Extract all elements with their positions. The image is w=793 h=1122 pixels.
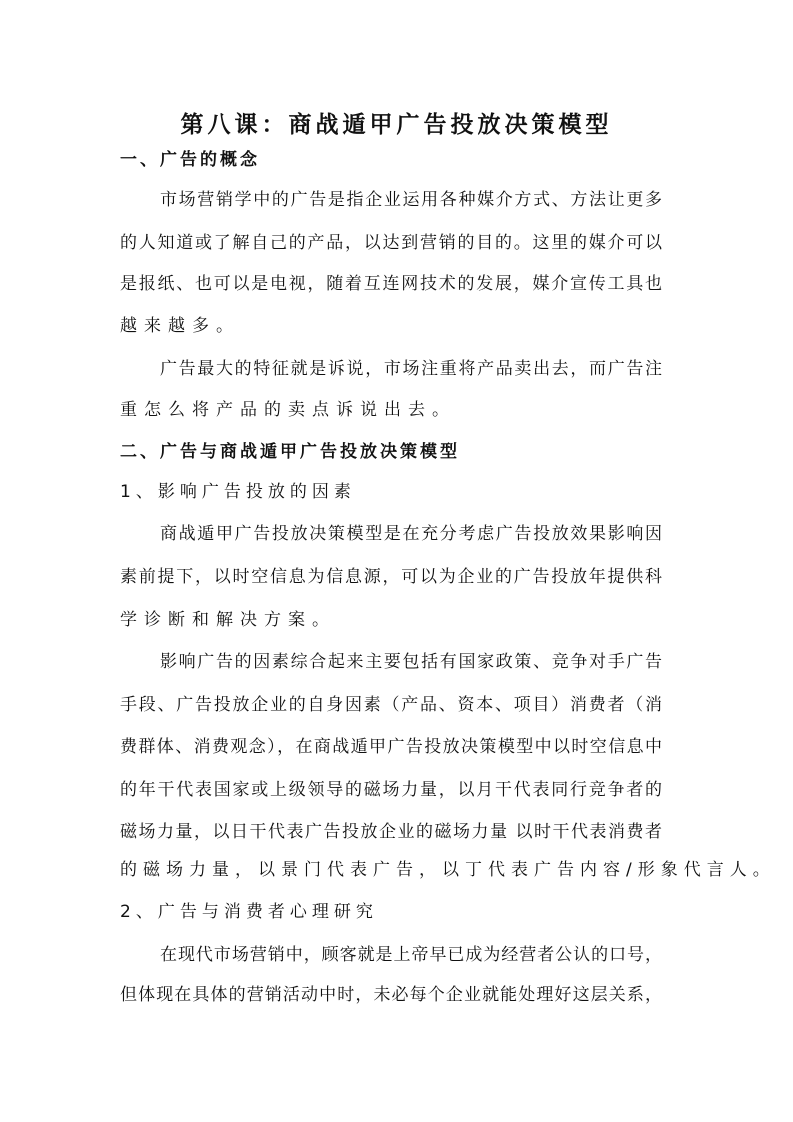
paragraph-line: 越来越多。 [120,316,240,336]
subsection-heading: 2、广告与消费者心理研究 [120,902,378,922]
paragraph-line: 的人知道或了解自己的产品，以达到营销的目的。这里的媒介可以 [120,233,662,253]
paragraph-line: 是报纸、也可以是电视，随着互连网技术的发展，媒介宣传工具也 [120,274,662,294]
paragraph-line: 的年干代表国家或上级领导的磁场力量，以月干代表同行竞争者的 [120,780,662,800]
page-title: 第八课：商战遁甲广告投放决策模型 [180,112,613,138]
paragraph-line: 素前提下，以时空信息为信息源，可以为企业的广告投放年提供科 [120,567,662,587]
section-heading: 一、广告的概念 [120,150,260,170]
paragraph-line: 磁场力量，以日干代表广告投放企业的磁场力量 以时干代表消费者 [120,822,662,842]
paragraph-line: 广告最大的特征就是诉说，市场注重将产品卖出去，而广告注 [160,359,662,379]
paragraph-line: 但体现在具体的营销活动中时，未必每个企业就能处理好这层关系， [120,985,662,1005]
subsection-heading: 1、影响广告投放的因素 [120,482,356,502]
paragraph-line: 学诊断和解决方案。 [120,610,336,630]
paragraph-line: 商战遁甲广告投放决策模型是在充分考虑广告投放效果影响因 [160,524,662,544]
paragraph-line: 在现代市场营销中，顾客就是上帝早已成为经营者公认的口号， [160,945,662,965]
paragraph-line: 手段、广告投放企业的自身因素（产品、资本、项目）消费者（消 [120,695,662,715]
paragraph-line: 费群体、消费观念），在商战遁甲广告投放决策模型中以时空信息中 [120,737,662,757]
paragraph-line: 市场营销学中的广告是指企业运用各种媒介方式、方法让更多 [160,190,662,210]
paragraph-line: 重怎么将产品的卖点诉说出去。 [120,400,456,420]
paragraph-line: 的磁场力量，以景门代表广告，以丁代表广告内容/形象代言人。 [120,860,776,880]
section-heading: 二、广告与商战遁甲广告投放决策模型 [120,442,460,462]
paragraph-line: 影响广告的因素综合起来主要包括有国家政策、竞争对手广告 [160,652,662,672]
